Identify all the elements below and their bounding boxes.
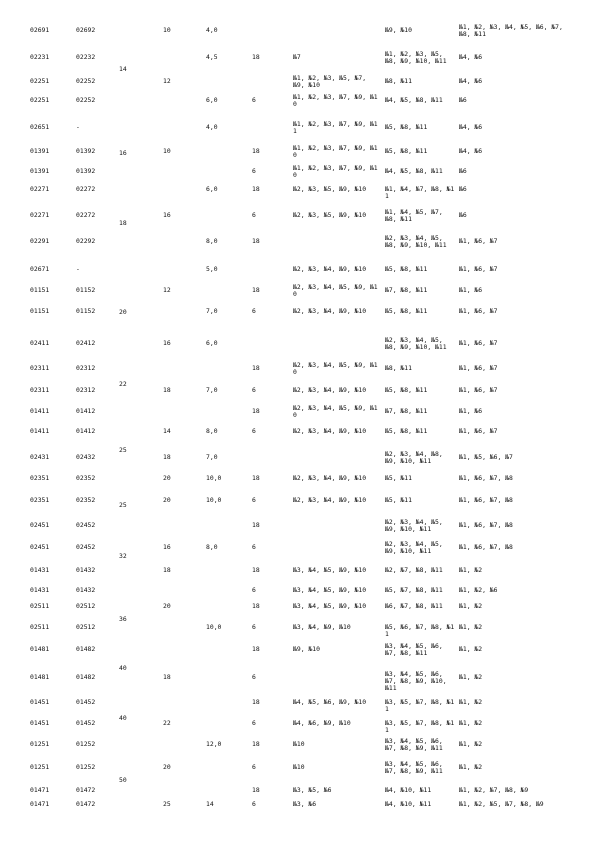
row-code1-cell: 02451 <box>30 543 50 551</box>
row-code2-cell: 02352 <box>76 496 96 504</box>
row-code1-cell: 02251 <box>30 77 50 85</box>
row-g2-cell: №5, №11 <box>385 496 412 504</box>
row-c5-cell: 7,0 <box>206 307 218 315</box>
row-code1-cell: 02511 <box>30 623 50 631</box>
row-code2-cell: 02252 <box>76 77 96 85</box>
row-g3-cell: №1, №6, №7 <box>459 386 498 394</box>
row-g2-cell: №5, №8, №11 <box>385 147 428 155</box>
row-code2-cell: 01432 <box>76 566 96 574</box>
row-c4-cell: 18 <box>163 566 171 574</box>
row-c4-cell: 25 <box>163 800 171 808</box>
row-g3-cell: №1, №6, №7, №8 <box>459 496 513 504</box>
row-code2-cell: 01152 <box>76 286 96 294</box>
row-g3-cell: №1, №6, №7, №8 <box>459 474 513 482</box>
row-g3-cell: №1, №6, №7 <box>459 237 498 245</box>
row-g3-cell: №1, №2 <box>459 602 483 610</box>
row-g1-cell: №3, №4, №5, №9, №10 <box>293 566 367 574</box>
row-g3-cell: №1, №2, №7, №8, №9 <box>459 786 529 794</box>
row-g3-cell: №1, №2, №6 <box>459 586 498 594</box>
row-code2-cell: 02312 <box>76 386 96 394</box>
row-g3-cell: №1, №2, №5, №7, №8, №9 <box>459 800 544 808</box>
group-value-label: 40 <box>119 714 127 722</box>
row-g3-cell: №1, №2 <box>459 673 483 681</box>
row-g2-cell: №1, №4, №7, №8, №11 <box>385 185 455 201</box>
row-c6-cell: 6 <box>252 386 256 394</box>
row-g2-cell: №2, №3, №4, №5, №8, №9, №10, №11 <box>385 336 447 352</box>
row-g3-cell: №1, №6, №7 <box>459 427 498 435</box>
row-code1-cell: 02251 <box>30 96 50 104</box>
row-g2-cell: №5, №6, №7, №8, №11 <box>385 623 455 639</box>
row-g2-cell: №5, №11 <box>385 474 412 482</box>
row-g1-cell: №1, №2, №3, №5, №7, №9, №10 <box>293 74 367 90</box>
row-g2-cell: №5, №7, №8, №11 <box>385 586 443 594</box>
row-g3-cell: №1, №2 <box>459 740 483 748</box>
row-c6-cell: 6 <box>252 719 256 727</box>
row-g1-cell: №1, №2, №3, №7, №9, №11 <box>293 120 378 136</box>
row-c4-cell: 10 <box>163 26 171 34</box>
row-c6-cell: 18 <box>252 645 260 653</box>
row-g2-cell: №4, №5, №8, №11 <box>385 167 443 175</box>
row-c6-cell: 18 <box>252 602 260 610</box>
row-g3-cell: №1, №6, №7 <box>459 339 498 347</box>
row-code1-cell: 02231 <box>30 53 50 61</box>
row-c5-cell: 10,0 <box>206 496 222 504</box>
row-c5-cell: 4,0 <box>206 26 218 34</box>
row-c6-cell: 18 <box>252 474 260 482</box>
row-c6-cell: 6 <box>252 673 256 681</box>
row-g3-cell: №4, №6 <box>459 53 483 61</box>
row-code2-cell: 02252 <box>76 96 96 104</box>
row-c4-cell: 20 <box>163 496 171 504</box>
row-g3-cell: №1, №6, №7, №8 <box>459 543 513 551</box>
row-code1-cell: 01411 <box>30 427 50 435</box>
row-code1-cell: 01481 <box>30 645 50 653</box>
row-code2-cell: 01452 <box>76 719 96 727</box>
row-code1-cell: 01431 <box>30 586 50 594</box>
row-c5-cell: 8,0 <box>206 237 218 245</box>
row-code1-cell: 01481 <box>30 673 50 681</box>
row-c4-cell: 22 <box>163 719 171 727</box>
row-c4-cell: 12 <box>163 286 171 294</box>
row-g2-cell: №3, №4, №5, №6, №7, №8, №9, №10, №11 <box>385 670 447 693</box>
group-value-label: 50 <box>119 776 127 784</box>
row-code2-cell: 02272 <box>76 211 96 219</box>
row-c4-cell: 18 <box>163 386 171 394</box>
row-c5-cell: 6,0 <box>206 96 218 104</box>
row-g2-cell: №5, №8, №11 <box>385 307 428 315</box>
row-c5-cell: 6,0 <box>206 339 218 347</box>
row-code1-cell: 01151 <box>30 307 50 315</box>
row-code1-cell: 01391 <box>30 147 50 155</box>
row-code1-cell: 01411 <box>30 407 50 415</box>
row-g3-cell: №6 <box>459 96 467 104</box>
row-c4-cell: 16 <box>163 211 171 219</box>
row-code1-cell: 02671 <box>30 265 50 273</box>
row-g2-cell: №6, №7, №8, №11 <box>385 602 443 610</box>
row-g1-cell: №3, №6 <box>293 800 317 808</box>
row-g3-cell: №6 <box>459 167 467 175</box>
row-g3-cell: №1, №6, №7 <box>459 265 498 273</box>
row-g3-cell: №1, №5, №6, №7 <box>459 453 513 461</box>
row-g3-cell: №1, №2 <box>459 719 483 727</box>
row-code1-cell: 02511 <box>30 602 50 610</box>
row-code1-cell: 01471 <box>30 786 50 794</box>
group-value-label: 18 <box>119 219 127 227</box>
row-c5-cell: 12,0 <box>206 740 222 748</box>
row-g2-cell: №5, №8, №11 <box>385 123 428 131</box>
row-code2-cell: 02512 <box>76 623 96 631</box>
row-code2-cell: 02312 <box>76 364 96 372</box>
row-g3-cell: №6 <box>459 185 467 193</box>
row-code2-cell: 02452 <box>76 521 96 529</box>
row-g1-cell: №3, №4, №5, №9, №10 <box>293 602 367 610</box>
row-code1-cell: 02311 <box>30 364 50 372</box>
row-code1-cell: 01391 <box>30 167 50 175</box>
row-code1-cell: 02651 <box>30 123 50 131</box>
row-code2-cell: 01412 <box>76 427 96 435</box>
group-value-label: 32 <box>119 552 127 560</box>
row-code1-cell: 01451 <box>30 698 50 706</box>
row-g2-cell: №1, №2, №3, №5, №8, №9, №10, №11 <box>385 50 447 66</box>
row-g2-cell: №5, №8, №11 <box>385 427 428 435</box>
row-g2-cell: №3, №5, №7, №8, №11 <box>385 698 455 714</box>
row-code2-cell: 01452 <box>76 698 96 706</box>
row-g2-cell: №4, №10, №11 <box>385 786 432 794</box>
row-c4-cell: 12 <box>163 77 171 85</box>
row-g1-cell: №4, №5, №6, №9, №10 <box>293 698 367 706</box>
row-g2-cell: №2, №3, №4, №5, №8, №9, №10, №11 <box>385 234 447 250</box>
row-g1-cell: №1, №2, №3, №7, №9, №10 <box>293 164 378 180</box>
row-c6-cell: 6 <box>252 307 256 315</box>
row-code2-cell: 01152 <box>76 307 96 315</box>
row-g2-cell: №2, №3, №4, №5, №9, №10, №11 <box>385 540 443 556</box>
row-g3-cell: №1, №2 <box>459 698 483 706</box>
row-code2-cell: - <box>76 123 80 131</box>
row-c5-cell: 7,0 <box>206 453 218 461</box>
row-g1-cell: №2, №3, №4, №9, №10 <box>293 265 367 273</box>
row-g1-cell: №10 <box>293 763 305 771</box>
row-c5-cell: 5,0 <box>206 265 218 273</box>
row-c5-cell: 8,0 <box>206 427 218 435</box>
row-g1-cell: №2, №3, №5, №9, №10 <box>293 185 367 193</box>
row-c6-cell: 6 <box>252 800 256 808</box>
row-c6-cell: 18 <box>252 286 260 294</box>
row-code2-cell: 01252 <box>76 763 96 771</box>
row-c6-cell: 6 <box>252 623 256 631</box>
row-code2-cell: 02292 <box>76 237 96 245</box>
row-c6-cell: 6 <box>252 586 256 594</box>
row-g1-cell: №7 <box>293 53 301 61</box>
row-c6-cell: 18 <box>252 53 260 61</box>
row-g2-cell: №7, №8, №11 <box>385 286 428 294</box>
row-g2-cell: №4, №5, №8, №11 <box>385 96 443 104</box>
row-c6-cell: 6 <box>252 496 256 504</box>
group-value-label: 40 <box>119 664 127 672</box>
row-c6-cell: 18 <box>252 147 260 155</box>
row-c4-cell: 20 <box>163 602 171 610</box>
row-g1-cell: №2, №3, №4, №9, №10 <box>293 386 367 394</box>
row-g1-cell: №9, №10 <box>293 645 320 653</box>
group-value-label: 36 <box>119 615 127 623</box>
row-code1-cell: 01451 <box>30 719 50 727</box>
row-c6-cell: 18 <box>252 566 260 574</box>
row-code2-cell: 01432 <box>76 586 96 594</box>
row-g2-cell: №4, №10, №11 <box>385 800 432 808</box>
row-c6-cell: 18 <box>252 364 260 372</box>
row-code1-cell: 02451 <box>30 521 50 529</box>
row-c6-cell: 18 <box>252 237 260 245</box>
row-g2-cell: №2, №3, №4, №8, №9, №10, №11 <box>385 450 443 466</box>
row-code2-cell: 01472 <box>76 800 96 808</box>
row-g2-cell: №2, №7, №8, №11 <box>385 566 443 574</box>
row-g3-cell: №1, №6 <box>459 286 483 294</box>
row-g2-cell: №1, №4, №5, №7, №8, №11 <box>385 208 443 224</box>
row-g3-cell: №4, №6 <box>459 147 483 155</box>
group-value-label: 16 <box>119 149 127 157</box>
row-c4-cell: 16 <box>163 339 171 347</box>
row-g2-cell: №8, №11 <box>385 364 412 372</box>
row-c6-cell: 6 <box>252 167 256 175</box>
row-c6-cell: 6 <box>252 763 256 771</box>
row-c5-cell: 4,0 <box>206 123 218 131</box>
row-g1-cell: №1, №2, №3, №7, №9, №10 <box>293 93 378 109</box>
row-g3-cell: №6 <box>459 211 467 219</box>
group-value-label: 14 <box>119 65 127 73</box>
row-code2-cell: 01392 <box>76 147 96 155</box>
row-c4-cell: 14 <box>163 427 171 435</box>
row-g1-cell: №2, №3, №4, №9, №10 <box>293 474 367 482</box>
row-code2-cell: 01392 <box>76 167 96 175</box>
row-c6-cell: 18 <box>252 185 260 193</box>
row-code2-cell: 02412 <box>76 339 96 347</box>
row-c6-cell: 18 <box>252 698 260 706</box>
row-code2-cell: 02692 <box>76 26 96 34</box>
row-c6-cell: 6 <box>252 543 256 551</box>
row-c5-cell: 6,0 <box>206 185 218 193</box>
row-code1-cell: 01471 <box>30 800 50 808</box>
row-c5-cell: 14 <box>206 800 214 808</box>
row-c6-cell: 6 <box>252 427 256 435</box>
row-g1-cell: №4, №6, №9, №10 <box>293 719 351 727</box>
row-g1-cell: №2, №3, №4, №9, №10 <box>293 496 367 504</box>
row-g3-cell: №1, №2 <box>459 566 483 574</box>
row-c4-cell: 20 <box>163 474 171 482</box>
row-g1-cell: №3, №5, №6 <box>293 786 332 794</box>
row-g2-cell: №3, №5, №7, №8, №11 <box>385 719 455 735</box>
row-code2-cell: 01482 <box>76 645 96 653</box>
row-code1-cell: 02351 <box>30 474 50 482</box>
row-c6-cell: 18 <box>252 786 260 794</box>
row-code2-cell: 01252 <box>76 740 96 748</box>
row-g1-cell: №2, №3, №4, №5, №9, №10 <box>293 404 378 420</box>
group-value-label: 22 <box>119 380 127 388</box>
row-c4-cell: 16 <box>163 543 171 551</box>
row-g3-cell: №1, №6, №7, №8 <box>459 521 513 529</box>
row-c4-cell: 18 <box>163 673 171 681</box>
row-g1-cell: №3, №4, №9, №10 <box>293 623 351 631</box>
row-code1-cell: 02351 <box>30 496 50 504</box>
row-code2-cell: - <box>76 265 80 273</box>
row-code1-cell: 02691 <box>30 26 50 34</box>
row-code1-cell: 02311 <box>30 386 50 394</box>
row-code2-cell: 02272 <box>76 185 96 193</box>
row-code2-cell: 02352 <box>76 474 96 482</box>
row-g3-cell: №1, №6, №7 <box>459 364 498 372</box>
row-g2-cell: №7, №8, №11 <box>385 407 428 415</box>
row-g3-cell: №1, №6 <box>459 407 483 415</box>
row-code1-cell: 02411 <box>30 339 50 347</box>
row-g1-cell: №2, №3, №4, №5, №9, №10 <box>293 283 378 299</box>
row-g3-cell: №1, №2 <box>459 623 483 631</box>
row-code1-cell: 02271 <box>30 211 50 219</box>
row-c5-cell: 8,0 <box>206 543 218 551</box>
row-code1-cell: 01431 <box>30 566 50 574</box>
row-g1-cell: №2, №3, №4, №9, №10 <box>293 427 367 435</box>
row-g3-cell: №1, №2 <box>459 763 483 771</box>
row-g1-cell: №10 <box>293 740 305 748</box>
row-code2-cell: 02512 <box>76 602 96 610</box>
row-c6-cell: 6 <box>252 211 256 219</box>
row-g1-cell: №3, №4, №5, №9, №10 <box>293 586 367 594</box>
row-g2-cell: №2, №3, №4, №5, №9, №10, №11 <box>385 518 443 534</box>
row-c6-cell: 18 <box>252 521 260 529</box>
group-value-label: 20 <box>119 308 127 316</box>
row-code2-cell: 01482 <box>76 673 96 681</box>
row-c4-cell: 10 <box>163 147 171 155</box>
row-code1-cell: 02271 <box>30 185 50 193</box>
row-c4-cell: 18 <box>163 453 171 461</box>
row-g1-cell: №2, №3, №4, №9, №10 <box>293 307 367 315</box>
row-g1-cell: №2, №3, №5, №9, №10 <box>293 211 367 219</box>
row-g2-cell: №3, №4, №5, №6, №7, №8, №9, №11 <box>385 760 443 776</box>
row-g2-cell: №5, №8, №11 <box>385 265 428 273</box>
row-c6-cell: 6 <box>252 96 256 104</box>
row-g2-cell: №3, №4, №5, №6, №7, №8, №11 <box>385 642 443 658</box>
row-g3-cell: №4, №6 <box>459 77 483 85</box>
row-code1-cell: 02431 <box>30 453 50 461</box>
row-g2-cell: №9, №10 <box>385 26 412 34</box>
row-code2-cell: 01472 <box>76 786 96 794</box>
row-g1-cell: №2, №3, №4, №5, №9, №10 <box>293 361 378 377</box>
row-code1-cell: 01251 <box>30 763 50 771</box>
row-code1-cell: 01251 <box>30 740 50 748</box>
row-c6-cell: 18 <box>252 740 260 748</box>
row-c5-cell: 10,0 <box>206 623 222 631</box>
row-c4-cell: 20 <box>163 763 171 771</box>
row-code2-cell: 02232 <box>76 53 96 61</box>
row-g2-cell: №5, №8, №11 <box>385 386 428 394</box>
row-g3-cell: №1, №2 <box>459 645 483 653</box>
row-c5-cell: 7,0 <box>206 386 218 394</box>
row-g3-cell: №1, №2, №3, №4, №5, №6, №7, №8, №11 <box>459 23 563 39</box>
row-code1-cell: 01151 <box>30 286 50 294</box>
row-code1-cell: 02291 <box>30 237 50 245</box>
group-value-label: 25 <box>119 501 127 509</box>
row-g1-cell: №1, №2, №3, №7, №9, №10 <box>293 144 378 160</box>
row-g3-cell: №4, №6 <box>459 123 483 131</box>
row-g3-cell: №1, №6, №7 <box>459 307 498 315</box>
row-c6-cell: 18 <box>252 407 260 415</box>
group-value-label: 25 <box>119 446 127 454</box>
row-c5-cell: 10,0 <box>206 474 222 482</box>
row-g2-cell: №3, №4, №5, №6, №7, №8, №9, №11 <box>385 737 443 753</box>
row-g2-cell: №8, №11 <box>385 77 412 85</box>
row-c5-cell: 4,5 <box>206 53 218 61</box>
row-code2-cell: 01412 <box>76 407 96 415</box>
row-code2-cell: 02432 <box>76 453 96 461</box>
row-code2-cell: 02452 <box>76 543 96 551</box>
